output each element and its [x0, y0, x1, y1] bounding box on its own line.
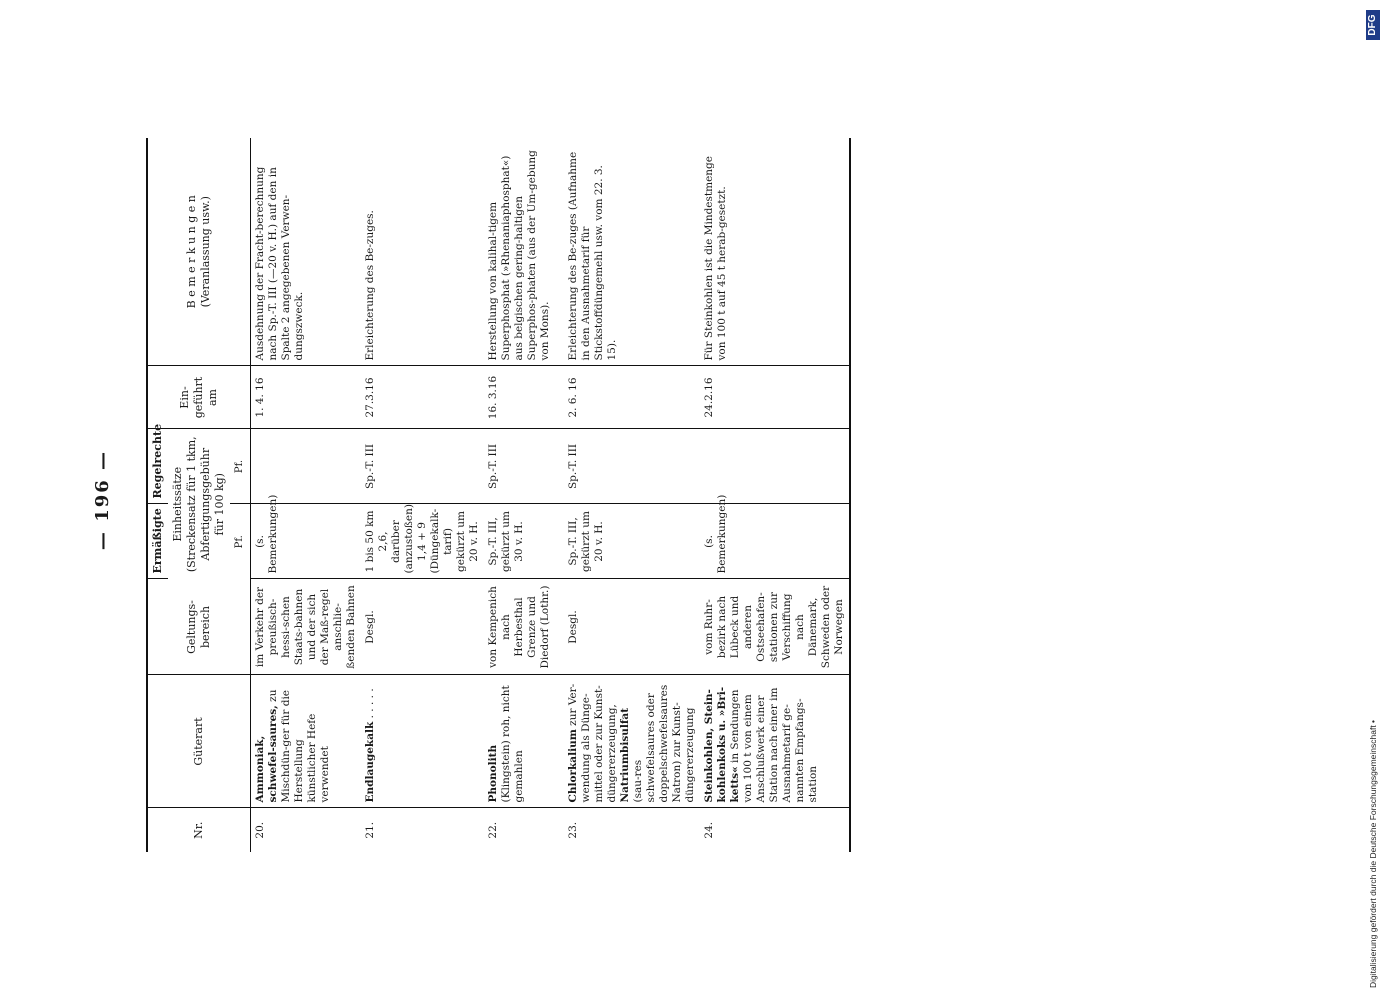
row-gueterart — [700, 675, 850, 808]
row-ermaessigt: Sp.-T. III, gekürzt um 20 v. H. — [564, 504, 700, 579]
row-geltungsbereich: vom Ruhr-bezirk nach Lübeck und anderen Ostseehafen-stationen zur Verschiffung nach Dänemark, Schweden oder Norwegen — [700, 579, 850, 675]
goods-name: Phonolith — [487, 744, 499, 803]
row-gueterart — [251, 675, 362, 808]
row-gueterart — [361, 675, 484, 808]
header-nr: Nr. — [147, 808, 251, 852]
row-regelrecht — [700, 429, 850, 504]
row-eingefuehrt: 24.2.16 — [700, 366, 850, 429]
table-row — [361, 138, 484, 852]
funding-credit: Digitalisierung gefördert durch die Deutsche Forschungsgemeinschaft • — [1368, 719, 1378, 988]
row-gueterart — [564, 675, 700, 808]
row-regelrecht: Sp.-T. III — [361, 429, 484, 504]
row-bemerkungen: Erleichterung des Be-zuges. — [361, 138, 484, 366]
tariff-table — [146, 138, 851, 852]
row-eingefuehrt: 16. 3.16 — [484, 366, 564, 429]
row-nr: 20. — [254, 821, 266, 839]
goods-name: Ammoniak, schwefel-saures, — [254, 705, 279, 803]
row-nr: 23. — [567, 821, 579, 839]
goods-desc: zur Ver-wendung als Dünge-mittel oder zur Kunst-düngererzeugung, — [567, 683, 618, 803]
row-ermaessigt: Sp.-T. III, gekürzt um 30 v. H. — [484, 504, 564, 579]
page-number: — 196 — — [92, 449, 113, 551]
header-gueterart: Güterart — [147, 675, 251, 808]
header-pf-left: Pf. — [230, 504, 251, 579]
header-ermaessigte: Ermäßigte — [147, 504, 168, 579]
row-bemerkungen: Für Steinkohlen ist die Mindestmenge von 100 t auf 45 t herab-gesetzt. — [700, 138, 850, 366]
header-regelrechte: Regelrechte — [147, 429, 168, 504]
table-row — [251, 138, 362, 852]
row-regelrecht — [251, 429, 362, 504]
row-geltungsbereich: von Kempenich nach Herbesthal Grenze und Diedorf (Lothr.) — [484, 579, 564, 675]
dfg-logo: DFG — [1366, 10, 1380, 40]
goods-desc-2: (sau-res schwefelsaures oder doppelschwefelsaures Natron) zur Kunst-düngererzeugung — [632, 684, 696, 803]
row-eingefuehrt: 27.3.16 — [361, 366, 484, 429]
header-eingefuehrt: Ein- geführt am — [147, 366, 251, 429]
goods-desc: (Klingstein) roh, nicht gemahlen — [500, 685, 525, 803]
goods-name: Steinkohlen, Stein-kohlenkoks u. »Bri-ketts« — [703, 686, 741, 803]
row-bemerkungen: Herstellung von kalihal-tigem Superphosphat (»Rhenaniaphosphat«) aus belgischen gering-haltigen Superphos-phaten (aus der Um-gebung von Mons). — [484, 138, 564, 366]
row-geltungsbereich: Desgl. — [361, 579, 484, 675]
row-bemerkungen: Erleichterung des Be-zuges (Aufnahme in den Ausnahmetarif für Stickstoffdüngemehl usw. vom 22. 3. 15). — [564, 138, 700, 366]
table-row — [484, 138, 564, 852]
header-geltungsbereich: Geltungs- bereich — [147, 579, 251, 675]
row-ermaessigt: (s. Bemerkungen) — [700, 504, 850, 579]
row-ermaessigt: (s. Bemerkungen) — [251, 504, 362, 579]
row-gueterart — [484, 675, 564, 808]
row-nr: 21. — [364, 821, 376, 839]
row-eingefuehrt: 1. 4. 16 — [251, 366, 362, 429]
table-row — [700, 138, 850, 852]
row-geltungsbereich: im Verkehr der preußisch-hessi-schen Staats-bahnen und der sich der Maß-regel anschlie-ßenden Bahnen — [251, 579, 362, 675]
goods-desc: in Sendungen von 100 t von einem Anschlußwerk einer Station nach einer im Ausnahmetarif ge-nannten Empfangs-station — [729, 687, 819, 803]
goods-desc: . . . . . — [364, 688, 376, 722]
header-pf-right: Pf. — [230, 429, 251, 504]
row-nr: 22. — [487, 821, 499, 839]
header-einheitssaetze: Einheitssätze (Streckensatz für 1 tkm, Abfertigungsgebühr für 100 kg) — [171, 436, 226, 573]
row-geltungsbereich: Desgl. — [564, 579, 700, 675]
goods-name: Chlorkalium — [567, 729, 579, 803]
row-nr: 24. — [700, 808, 850, 852]
row-ermaessigt: 1 bis 50 km 2,6, darüber (anzustoßen) 1,4 + 9 (Düngekalk-tarif) gekürzt um 20 v. H. — [361, 504, 484, 579]
row-eingefuehrt: 2. 6. 16 — [564, 366, 700, 429]
goods-desc: zu Mischdün-ger für die Herstellung künstlicher Hefe verwendet — [267, 689, 331, 803]
row-bemerkungen: Ausdehnung der Fracht-berechnung nach Sp.-T. III (—20 v. H.) auf den in Spalte 2 angegebenen Verwen-dungszweck. — [251, 138, 362, 366]
goods-name: Endlaugekalk — [364, 721, 376, 803]
goods-name-2: Natriumbisulfat — [619, 707, 631, 803]
row-regelrecht: Sp.-T. III — [564, 429, 700, 504]
table-row — [564, 138, 700, 852]
header-bemerkungen: B e m e r k u n g e n (Veranlassung usw.) — [147, 138, 251, 366]
row-regelrecht: Sp.-T. III — [484, 429, 564, 504]
